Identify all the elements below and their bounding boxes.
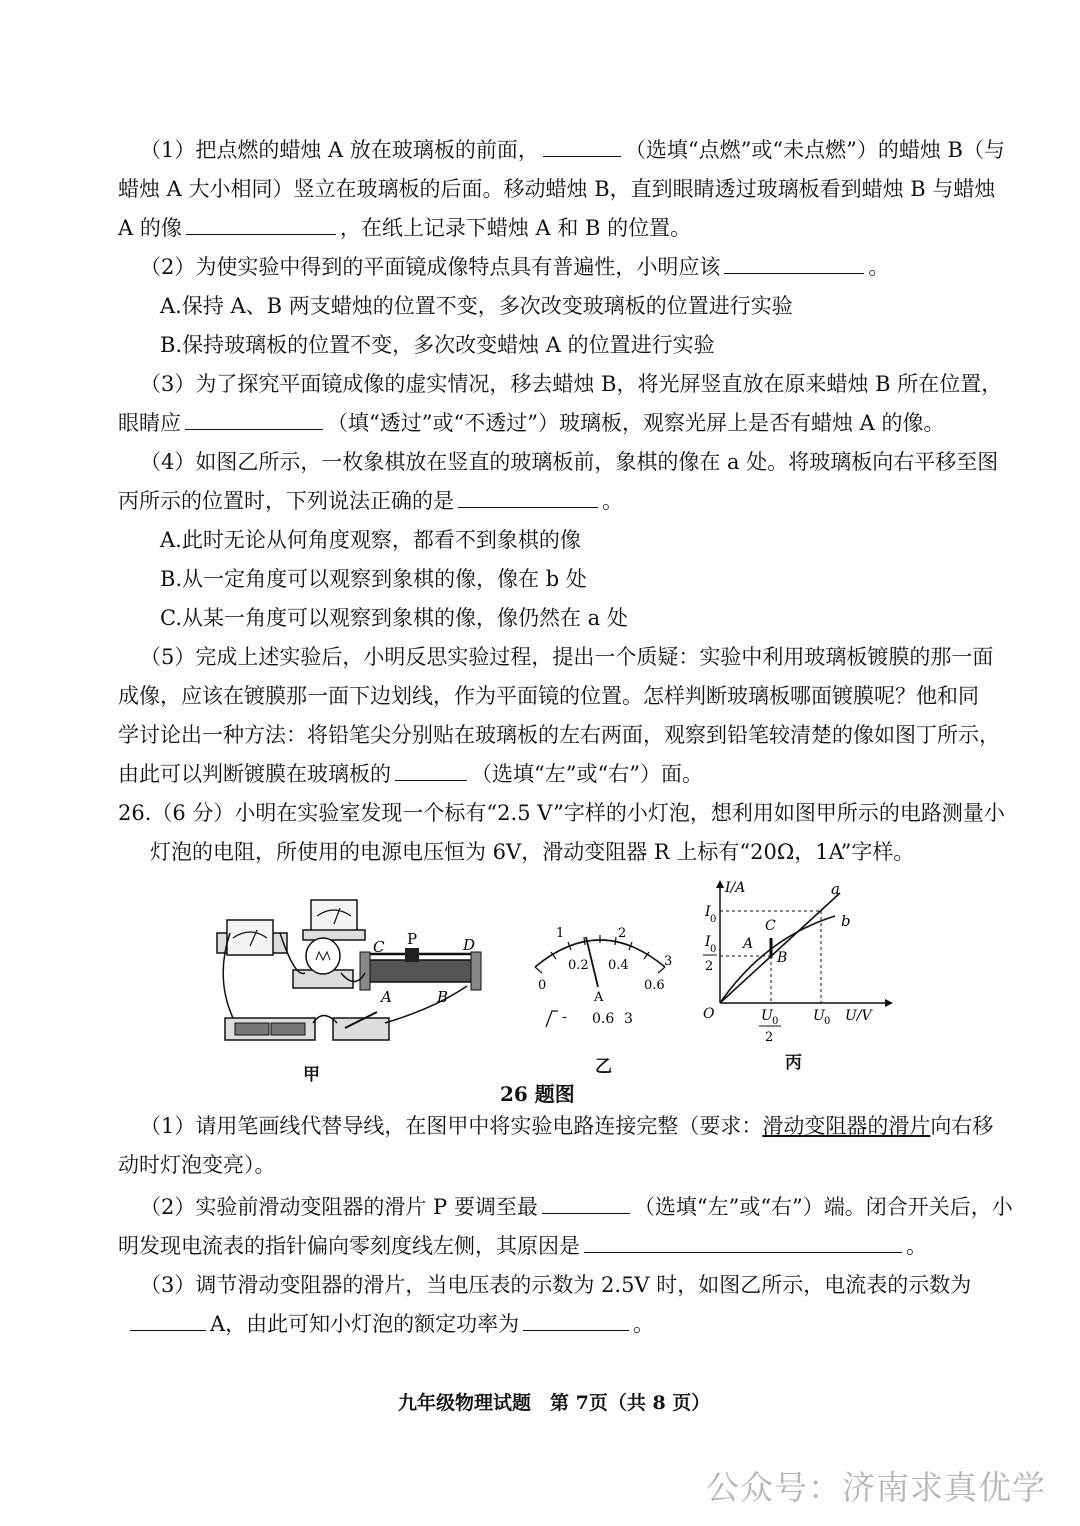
iu-graph bbox=[695, 878, 895, 1048]
dial-arc bbox=[535, 940, 665, 967]
scale-04: 0.4 bbox=[608, 958, 629, 973]
caption-jia: 甲 bbox=[303, 1065, 320, 1085]
text: （填“透过”或“不透过”）玻璃板，观察光屏上是否有蜡烛 A 的像。 bbox=[327, 411, 945, 435]
text: （1）把点燃的蜡烛 A 放在玻璃板的前面， bbox=[140, 138, 539, 162]
label-p: P bbox=[407, 930, 418, 948]
text: （2）为使实验中得到的平面镜成像特点具有普遍性，小明应该 bbox=[140, 255, 721, 279]
q25-p2-option-b: B.保持玻璃板的位置不变，多次改变蜡烛 A 的位置进行实验 bbox=[160, 333, 715, 357]
q25-p2-stem bbox=[140, 250, 990, 284]
y-label: I/A bbox=[725, 880, 746, 896]
q25-p2-option-a: A.保持 A、B 两支蜡烛的位置不变，多次改变玻璃板的位置进行实验 bbox=[160, 294, 793, 318]
text: 眼睛应 bbox=[118, 411, 181, 435]
label-b-curve: b bbox=[841, 912, 851, 930]
text: 丙所示的位置时，下列说法正确的是 bbox=[118, 489, 454, 513]
q25-p4-line1: （4）如图乙所示，一枚象棋放在竖直的玻璃板前，象棋的像在 a 处。将玻璃板向右平移至图 bbox=[140, 450, 999, 474]
terminal-minus: - bbox=[562, 1009, 567, 1025]
terminal-3: 3 bbox=[624, 1011, 633, 1027]
dial-drawing bbox=[520, 915, 680, 1040]
answer-blank[interactable] bbox=[724, 251, 864, 274]
answer-blank[interactable] bbox=[542, 1191, 630, 1214]
label-d: D bbox=[463, 936, 476, 954]
q25-p3-line2 bbox=[118, 406, 968, 440]
text: （选填“左”或“右”）端。闭合开关后，小 bbox=[633, 1195, 1013, 1219]
text: 。 bbox=[602, 489, 623, 513]
q26-p1-line1 bbox=[140, 1109, 994, 1143]
scale-top-2: 2 bbox=[618, 926, 627, 941]
q26-p2-line1 bbox=[140, 1190, 1013, 1224]
q26-p3-line2 bbox=[118, 1307, 968, 1341]
i0-sub: 0 bbox=[710, 914, 717, 925]
answer-blank[interactable] bbox=[458, 485, 598, 508]
q25-p5-line2: 成像，应该在镀膜那一面下边划线，作为平面镜的位置。怎样判断玻璃板哪面镀膜呢？他和同 bbox=[118, 684, 979, 708]
text: A 的像 bbox=[118, 216, 182, 240]
text: 由此可以判断镀膜在玻璃板的 bbox=[118, 762, 391, 786]
i0half-two: 2 bbox=[705, 959, 714, 974]
i0half-sub: 0 bbox=[710, 944, 717, 955]
label-b: B bbox=[437, 988, 449, 1006]
q26-p3-line1: （3）调节滑动变阻器的滑片，当电压表的示数为 2.5V 时，如图乙所示，电流表的示数为 bbox=[140, 1273, 972, 1297]
q26-stem-line1: 26.（6 分）小明在实验室发现一个标有“2.5 V”字样的小灯泡，想利用如图甲所示的电路测量小 bbox=[118, 801, 1005, 825]
unit-a: A bbox=[594, 990, 604, 1005]
answer-blank[interactable] bbox=[186, 212, 336, 235]
u0half-label: U bbox=[761, 1008, 773, 1024]
scale-top-1: 1 bbox=[556, 926, 565, 941]
text: （选填“点燃”或“未点燃”）的蜡烛 B（与 bbox=[624, 138, 1005, 162]
answer-blank[interactable] bbox=[523, 1308, 629, 1331]
u0-label: U bbox=[813, 1008, 825, 1024]
answer-blank[interactable] bbox=[543, 134, 621, 157]
q25-p4-option-b: B.从一定角度可以观察到象棋的像，像在 b 处 bbox=[160, 567, 587, 591]
q25-p5-line3: 学讨论出一种方法：将铅笔尖分别贴在玻璃板的左右两面，观察到铅笔较清楚的像如图丁所示， bbox=[118, 723, 1000, 747]
text: ，在纸上记录下蜡烛 A 和 B 的位置。 bbox=[339, 216, 692, 240]
q25-p1-line2: 蜡烛 A 大小相同）竖立在玻璃板的后面。移动蜡烛 B，直到眼睛透过玻璃板看到蜡烛 B 与蜡烛 bbox=[118, 177, 996, 201]
answer-blank[interactable] bbox=[185, 407, 323, 430]
i0-label: I bbox=[705, 904, 711, 920]
answer-blank[interactable] bbox=[130, 1308, 206, 1331]
answer-blank[interactable] bbox=[395, 758, 467, 781]
label-c: C bbox=[373, 938, 385, 956]
label-a: A bbox=[381, 988, 392, 1006]
page-footer: 九年级物理试题 第 7页（共 8 页） bbox=[398, 1392, 711, 1414]
q25-p1-line1 bbox=[140, 133, 1005, 167]
terminal-06: 0.6 bbox=[592, 1011, 615, 1027]
answer-blank[interactable] bbox=[584, 1230, 902, 1253]
figure-title: 26 题图 bbox=[500, 1082, 575, 1106]
figure-jia-circuit bbox=[205, 878, 495, 1053]
point-c: C bbox=[765, 918, 776, 934]
u0-sub: 0 bbox=[824, 1016, 831, 1027]
text: A，由此可知小灯泡的额定功率为 bbox=[210, 1312, 520, 1336]
text: （1）请用笔画线代替导线，在图甲中将实验电路连接完整（要求： bbox=[140, 1114, 763, 1138]
figure-bing-iu-graph bbox=[695, 878, 895, 1048]
voltmeter-icon bbox=[303, 900, 365, 940]
underlined-text: 滑动变阻器的滑片 bbox=[762, 1114, 931, 1138]
figure-yi-ammeter-dial bbox=[520, 915, 680, 1040]
q25-p4-option-c: C.从某一角度可以观察到象棋的像，像仍然在 a 处 bbox=[160, 606, 628, 630]
q25-p5-line1: （5）完成上述实验后，小明反思实验过程，提出一个质疑：实验中利用玻璃板镀膜的那一面 bbox=[140, 645, 994, 669]
scale-06: 0.6 bbox=[644, 978, 665, 993]
text: 向右移 bbox=[930, 1114, 994, 1138]
u0half-two: 2 bbox=[765, 1030, 774, 1045]
ammeter-icon bbox=[217, 920, 287, 955]
text: 。 bbox=[868, 255, 890, 279]
text: 。 bbox=[906, 1234, 927, 1258]
text: 。 bbox=[633, 1312, 655, 1336]
u0half-sub: 0 bbox=[772, 1016, 779, 1027]
q26-p1-line2: 动时灯泡变亮）。 bbox=[118, 1153, 276, 1177]
q25-p3-line1: （3）为了探究平面镜成像的虚实情况，移去蜡烛 B，将光屏竖直放在原来蜡烛 B 所在位置， bbox=[140, 372, 1003, 396]
scale-0: 0 bbox=[538, 978, 547, 993]
scale-02: 0.2 bbox=[568, 958, 589, 973]
q25-p4-option-a: A.此时无论从何角度观察，都看不到象棋的像 bbox=[160, 528, 581, 552]
point-a: A bbox=[743, 936, 754, 952]
point-b: B bbox=[777, 950, 788, 966]
caption-bing: 丙 bbox=[785, 1053, 802, 1073]
circuit-drawing bbox=[205, 878, 495, 1053]
q25-p4-line2 bbox=[118, 484, 968, 518]
caption-yi: 乙 bbox=[595, 1057, 612, 1077]
text: 明发现电流表的指针偏向零刻度线左侧，其原因是 bbox=[118, 1234, 580, 1258]
scale-top-3: 3 bbox=[664, 954, 673, 969]
line-a bbox=[720, 893, 840, 1003]
bulb-icon bbox=[293, 938, 353, 988]
label-a-line: a bbox=[831, 880, 840, 898]
q26-p2-line2 bbox=[118, 1229, 968, 1263]
origin-label: O bbox=[703, 1006, 715, 1022]
watermark: 公众号：济南求真优学 bbox=[706, 1468, 1046, 1507]
battery-icon bbox=[225, 1018, 315, 1040]
q25-p1-line3 bbox=[118, 211, 968, 245]
x-label: U/V bbox=[845, 1008, 872, 1024]
text: （2）实验前滑动变阻器的滑片 P 要调至最 bbox=[140, 1195, 538, 1219]
switch-icon bbox=[333, 1012, 389, 1040]
i0half-label: I bbox=[705, 934, 711, 950]
q26-stem-line2: 灯泡的电阻，所使用的电源电压恒为 6V，滑动变阻器 R 上标有“20Ω，1A”字样。 bbox=[150, 840, 915, 864]
text: （选填“左”或“右”）面。 bbox=[471, 762, 703, 786]
q25-p5-line4 bbox=[118, 757, 968, 791]
